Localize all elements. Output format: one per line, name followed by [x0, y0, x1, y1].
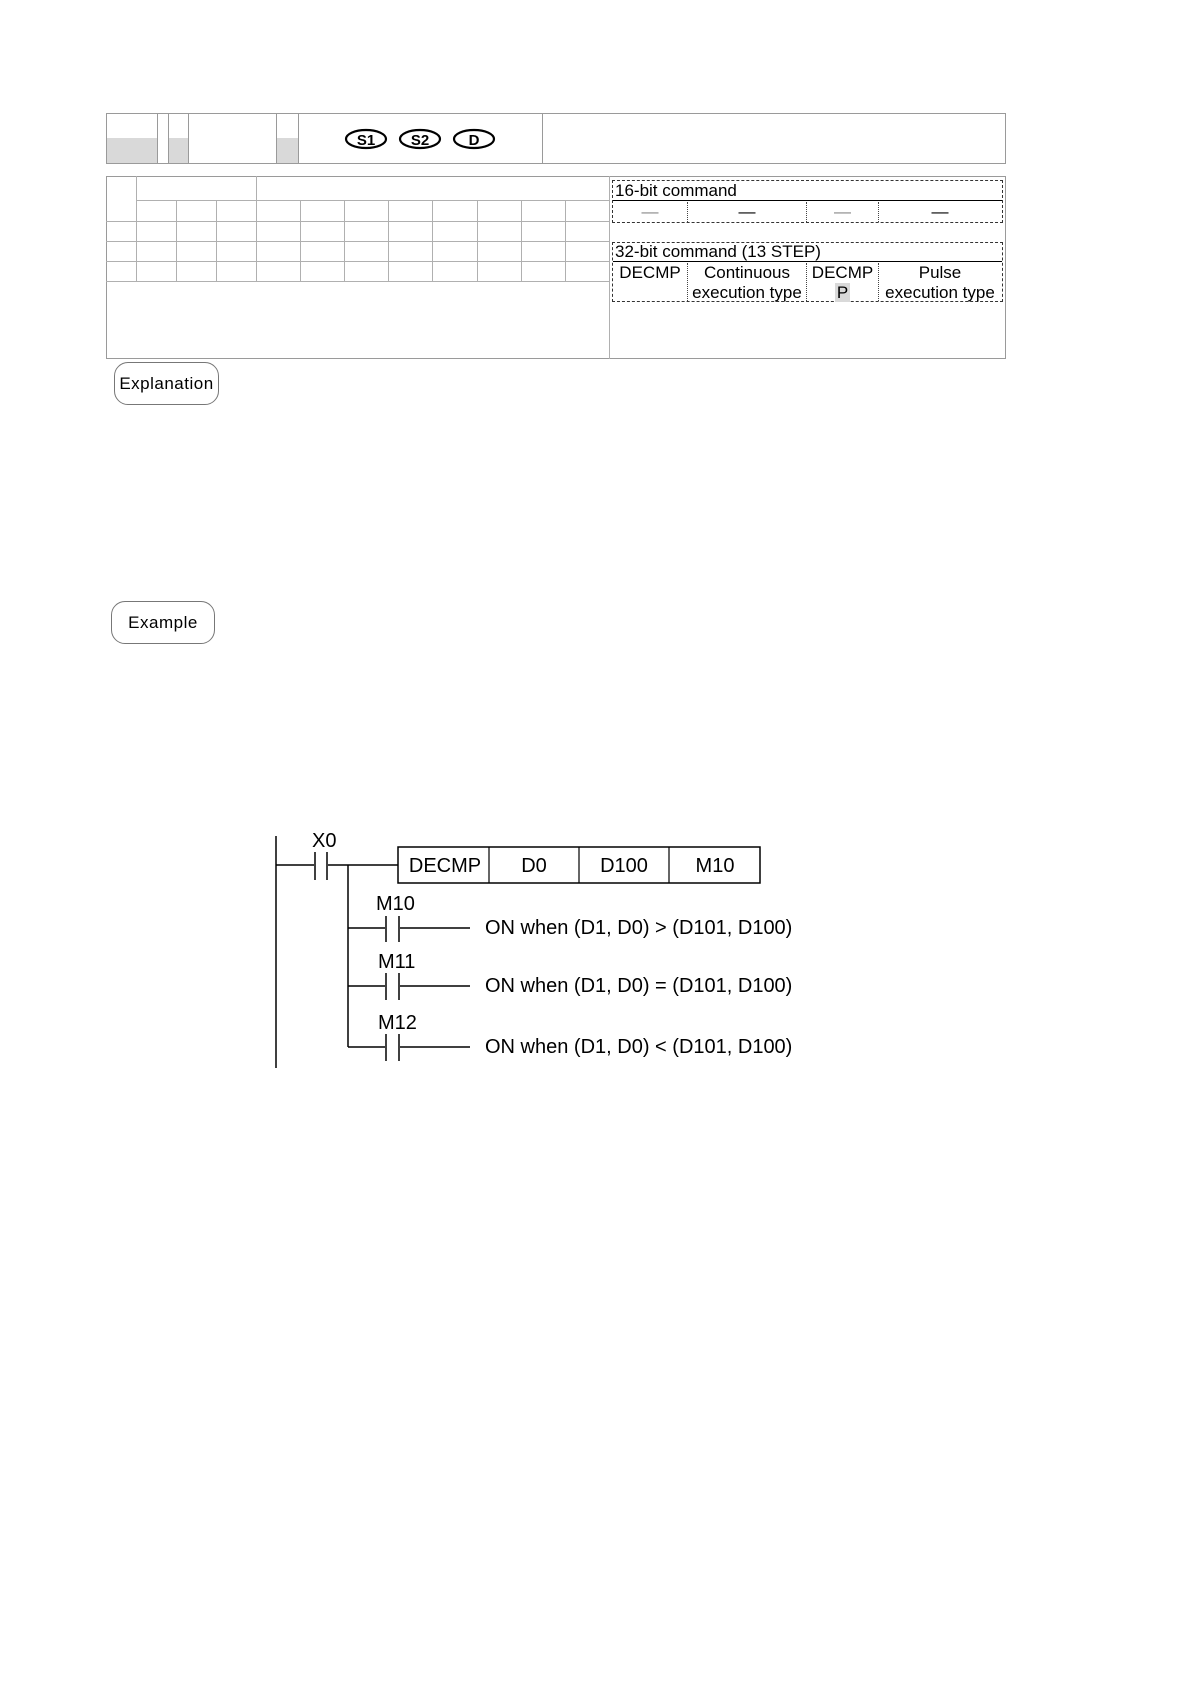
- operand-s1-badge: [346, 130, 386, 149]
- ladder-diagram: [260, 820, 840, 1080]
- d-marker-shade: [169, 138, 188, 163]
- table-divider: [609, 176, 610, 359]
- m11-contact-label: M11: [378, 951, 416, 973]
- api-number-shade: [107, 138, 157, 163]
- bit32-cell-2: Continuous execution type: [692, 263, 802, 302]
- m10-contact-label: M10: [376, 893, 415, 915]
- x0-contact-label: X0: [312, 830, 337, 852]
- bit16-command-header: 16-bit command: [615, 181, 737, 200]
- decmp-instruction-box: [398, 847, 760, 883]
- explanation-label: Explanation: [114, 362, 219, 405]
- instruction-operand-s2: D100: [600, 855, 648, 877]
- p-marker-shade: [277, 138, 298, 163]
- operand-s1-label: S1: [356, 132, 376, 149]
- m10-condition-text: ON when (D1, D0) > (D101, D100): [485, 917, 793, 939]
- m11-condition-text: ON when (D1, D0) = (D101, D100): [485, 975, 793, 997]
- instruction-mnemonic: DECMP: [408, 855, 482, 877]
- bit16-cell-2: —: [738, 202, 756, 221]
- bit32-cell-4: Pulse execution type: [885, 263, 995, 302]
- m10-branch: [348, 893, 792, 942]
- bit32-command-header: 32-bit command (13 STEP): [615, 242, 821, 261]
- bit16-cell-1: —: [641, 202, 659, 221]
- m12-branch: [348, 1012, 792, 1061]
- operand-d-badge: [454, 130, 494, 149]
- bit32-header-underline: [613, 261, 1002, 262]
- operand-d-label: D: [468, 132, 480, 149]
- instruction-operand-s1: D0: [521, 855, 547, 877]
- m12-contact-label: M12: [378, 1012, 417, 1034]
- example-label: Example: [111, 601, 215, 644]
- operand-s2-badge: [400, 130, 440, 149]
- bit32-cell-1: DECMP: [619, 263, 681, 282]
- bit16-header-underline: [613, 200, 1002, 201]
- bit16-cell-3: —: [834, 202, 851, 221]
- pulse-p-marker: P: [836, 283, 849, 302]
- x0-contact: [315, 852, 327, 880]
- operand-badges: [340, 126, 510, 154]
- bit32-cell-3: DECMP P: [811, 263, 874, 302]
- m11-branch: [348, 951, 792, 1000]
- instruction-operand-d: M10: [695, 855, 735, 877]
- mnemonic-cell: [188, 113, 277, 164]
- bit16-cell-4: —: [931, 202, 949, 221]
- m12-condition-text: ON when (D1, D0) < (D101, D100): [485, 1036, 793, 1058]
- operand-s2-label: S2: [410, 132, 430, 149]
